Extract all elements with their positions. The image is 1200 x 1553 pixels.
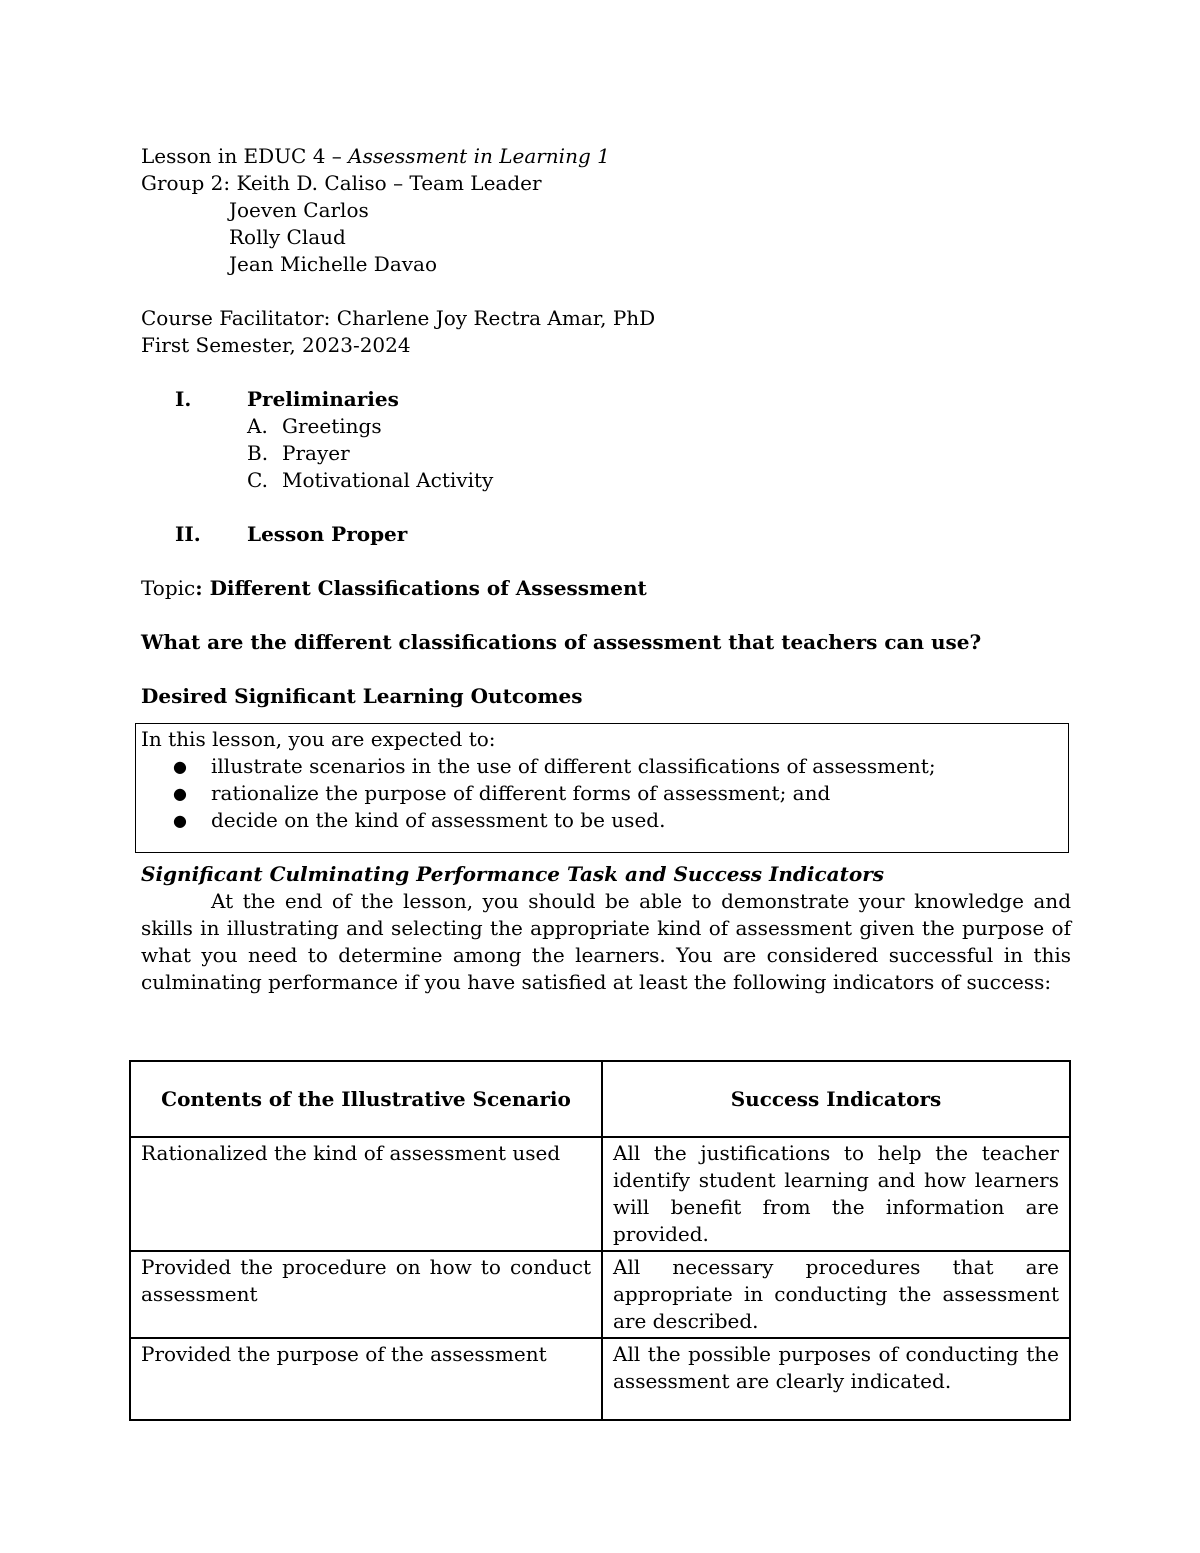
semester: First Semester, 2023-2024	[141, 333, 411, 357]
table-cell: All necessary procedures that are appropriate in conducting the assessment are described.	[602, 1251, 1070, 1338]
success-indicators-table-wrap	[129, 1060, 1071, 1421]
list-item: B. Prayer	[247, 441, 350, 465]
lesson-title: Assessment in Learning 1	[348, 144, 610, 168]
preliminaries-list	[141, 413, 1071, 494]
bullet-icon: ●	[173, 757, 187, 776]
outcome-item: ● rationalize the purpose of different forms of assessment; and	[141, 780, 1062, 807]
table-row	[130, 1137, 1070, 1251]
bullet-icon: ●	[173, 811, 187, 830]
outcomes-heading: Desired Significant Learning Outcomes	[141, 684, 583, 708]
table-cell: Rationalized the kind of assessment used	[130, 1137, 602, 1251]
table-cell: Provided the purpose of the assessment	[130, 1338, 602, 1420]
group-member: Rolly Claud	[229, 225, 346, 249]
task-heading: Significant Culminating Performance Task and Success Indicators	[141, 862, 884, 886]
group-member: Joeven Carlos	[229, 198, 369, 222]
essential-question: What are the different classifications of assessment that teachers can use?	[141, 630, 982, 654]
document-page	[141, 143, 1071, 996]
table-cell: All the possible purposes of conducting the assessment are clearly indicated.	[602, 1338, 1070, 1420]
section-numeral: II.	[175, 522, 201, 546]
lesson-prefix: Lesson in EDUC 4 –	[141, 144, 349, 168]
bullet-icon: ●	[173, 784, 187, 803]
success-indicators-table	[129, 1060, 1071, 1421]
group-line: Group 2: Keith D. Caliso – Team Leader	[141, 171, 542, 195]
group-member: Jean Michelle Davao	[229, 252, 438, 276]
section-lesson-proper	[141, 521, 1071, 548]
column-header: Contents of the Illustrative Scenario	[130, 1061, 602, 1137]
outcome-item: ● decide on the kind of assessment to be used.	[141, 807, 1062, 834]
list-item: C. Motivational Activity	[247, 468, 494, 492]
topic-line: Topic: Different Classifications of Assessment	[141, 576, 647, 600]
section-title: Lesson Proper	[247, 522, 408, 546]
column-header: Success Indicators	[602, 1061, 1070, 1137]
task-paragraph: At the end of the lesson, you should be able to demonstrate your knowledge and skills in illustrating and selecting the appropriate kind of assessment given the purpose of what you need to determine among the learners. You are considered successful in this culminating performance if you have satisfied at least the following indicators of success:	[141, 889, 1071, 994]
topic-label: Topic	[141, 576, 196, 600]
section-numeral: I.	[175, 387, 192, 411]
topic-text: Different Classifications of Assessment	[202, 576, 647, 600]
table-row	[130, 1251, 1070, 1338]
list-item: A. Greetings	[247, 414, 382, 438]
table-cell: Provided the procedure on how to conduct assessment	[130, 1251, 602, 1338]
table-cell: All the justifications to help the teacher identify student learning and how learners will benefit from the information are provided.	[602, 1137, 1070, 1251]
lesson-line	[141, 143, 1071, 170]
outcome-item: ● illustrate scenarios in the use of different classifications of assessment;	[141, 753, 1062, 780]
course-facilitator: Course Facilitator: Charlene Joy Rectra Amar, PhD	[141, 306, 656, 330]
outcomes-box	[135, 723, 1069, 853]
table-header-row	[130, 1061, 1070, 1137]
section-preliminaries	[141, 386, 1071, 413]
section-title: Preliminaries	[247, 387, 399, 411]
table-row	[130, 1338, 1070, 1420]
outcomes-intro: In this lesson, you are expected to:	[141, 727, 496, 751]
